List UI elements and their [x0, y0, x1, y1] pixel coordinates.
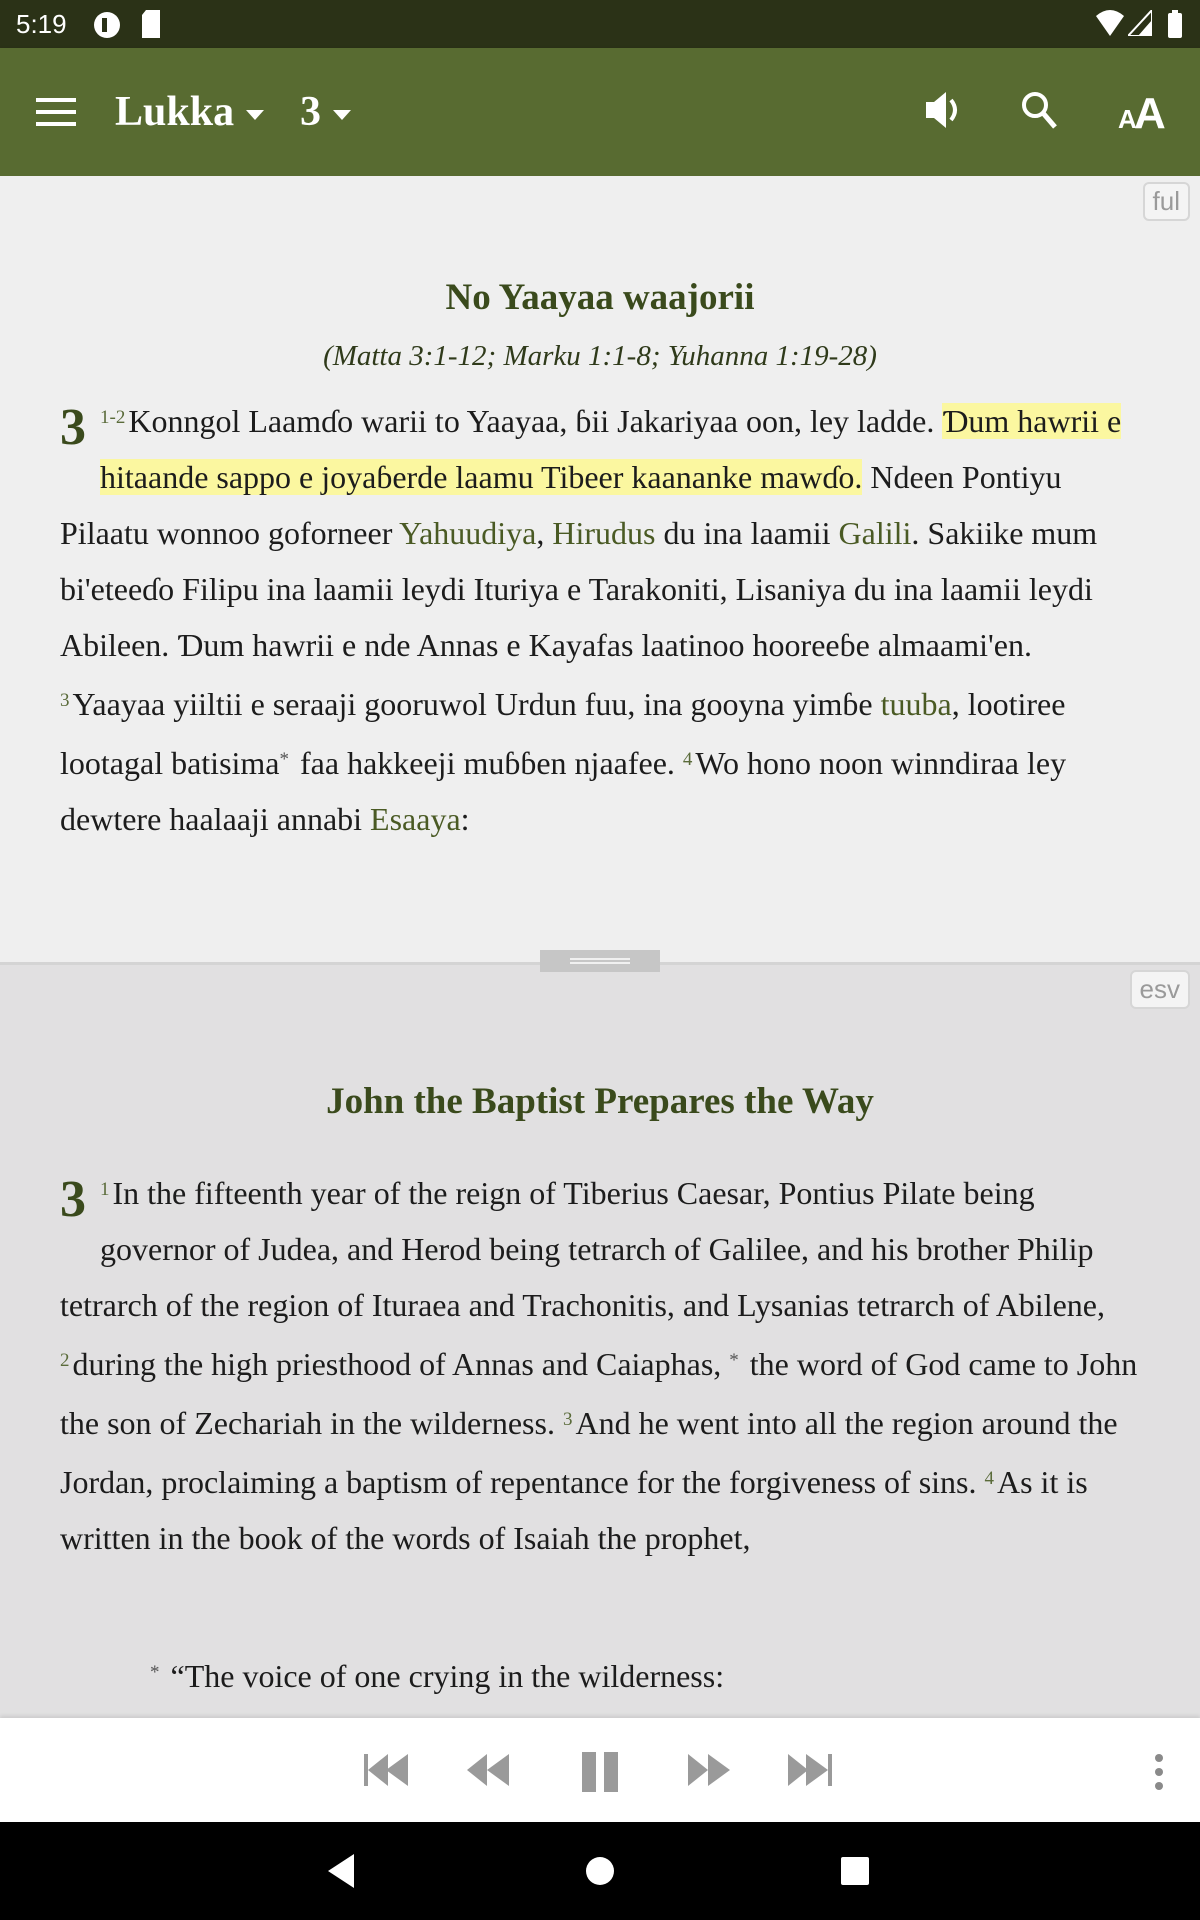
audio-player-bar [0, 1718, 1200, 1822]
signal-icon [1128, 10, 1152, 36]
glossary-link[interactable]: tuuba [880, 686, 952, 722]
book-label: Lukka [115, 89, 235, 135]
chapter-label: 3 [300, 89, 321, 135]
glossary-link[interactable]: Yahuudiya [399, 515, 537, 551]
skip-next-icon[interactable] [786, 1752, 836, 1788]
chapter-number: 3 [60, 399, 86, 456]
chapter-text [60, 390, 1140, 847]
chevron-down-icon [333, 110, 351, 120]
glossary-link[interactable]: Esaaya [370, 801, 461, 837]
poetry-line [150, 1645, 1110, 1704]
verse-number: 1-2 [100, 407, 126, 428]
footnote-marker[interactable]: * [150, 1662, 160, 1683]
audio-icon[interactable] [924, 88, 964, 132]
more-options-icon[interactable] [1152, 1752, 1166, 1792]
system-nav-bar [0, 1822, 1200, 1920]
svg-text:A: A [1118, 104, 1137, 132]
verse-number: 2 [60, 1350, 70, 1371]
search-icon[interactable] [1020, 88, 1060, 132]
verse-text: faa hakkeeji muɓɓen njaafee. [292, 745, 683, 781]
rewind-icon[interactable] [465, 1752, 513, 1788]
verse-text: : [460, 801, 470, 837]
section-heading: John the Baptist Prepares the Way [326, 1081, 874, 1122]
primary-translation-pane[interactable] [0, 176, 1200, 962]
footnote-marker[interactable]: * [279, 749, 289, 770]
version-badge[interactable]: esv [1130, 970, 1190, 1009]
svg-text:A: A [1134, 89, 1166, 132]
chapter-number: 3 [60, 1171, 86, 1228]
status-time: 5:19 [16, 9, 67, 39]
glossary-link[interactable]: Galili [838, 515, 912, 551]
verse-text: Konngol Laamɗo warii to Yaayaa, ɓii Jakariyaa oon, ley ladde. [128, 403, 943, 439]
secondary-translation-pane[interactable] [0, 962, 1200, 1718]
verse-text: . Sakiike mum bi'eteeɗo Filipu ina laamii leydi Ituriya e Tarakoniti, Lisaniya du ina laamii leydi Abileen. Ɗum hawrii e nde Annas e Kayafas laatinoo hooreeɓe almaami'en. [60, 515, 1098, 663]
verse-text: the word of God came to John the son of Zechariah in the wilderness. [60, 1346, 1138, 1441]
home-icon[interactable] [585, 1856, 615, 1886]
notification-icon [92, 10, 122, 40]
app-bar [0, 48, 1200, 176]
section-heading: No Yaayaa waajorii [445, 277, 755, 318]
verse-text: , [536, 515, 553, 551]
verse-text: In the fifteenth year of the reign of Tiberius Caesar, Pontius Pilate being governor of Judea, and Herod being tetrarch of Galilee, and his brother Philip tetrarch of the region of Ituraea and Trachonitis, and Lysanias tetrarch of Abilene, [60, 1175, 1105, 1323]
pane-resize-handle[interactable] [540, 950, 660, 972]
verse-text: du ina laamii [655, 515, 839, 551]
glossary-link[interactable]: Hirudus [552, 515, 656, 551]
verse-text: during the high priesthood of Annas and Caiaphas, [72, 1346, 730, 1382]
verse-number: 3 [60, 690, 70, 711]
chevron-down-icon [246, 110, 264, 120]
verse-number: 4 [984, 1468, 994, 1489]
sd-card-icon [140, 10, 162, 38]
pause-icon[interactable] [580, 1752, 620, 1794]
verse-text: Ndeen Pontiyu Pilaatu wonnoo goforneer [60, 459, 1062, 551]
chapter-text [60, 1162, 1140, 1566]
verse-text: Yaayaa yiiltii e seraaji gooruwol Urdun fuu, ina gooyna yimɓe [72, 686, 881, 722]
verse-number: 4 [682, 749, 693, 770]
verse-number: 1 [100, 1179, 110, 1200]
skip-previous-icon[interactable] [362, 1752, 412, 1788]
wifi-icon [1096, 10, 1124, 36]
highlighted-verse-text[interactable]: Ɗum hawrii e hitaande sappo e joyaɓerde laamu Tibeer kaananke mawɗo. [100, 403, 1122, 495]
chapter-selector[interactable] [300, 88, 351, 136]
verse-number: 3 [562, 1409, 573, 1430]
footnote-marker[interactable]: * [729, 1350, 739, 1371]
battery-icon [1168, 10, 1182, 38]
status-bar [0, 0, 1200, 48]
version-badge[interactable]: ful [1143, 182, 1190, 221]
menu-icon[interactable] [36, 98, 76, 126]
book-selector[interactable] [115, 88, 264, 136]
verse-text: , lootiree lootagal batisima [60, 686, 1066, 781]
verse-text: And he went into all the region around the Jordan, proclaiming a baptism of repentance for the forgiveness of sins. [60, 1405, 1118, 1500]
fast-forward-icon[interactable] [686, 1752, 734, 1788]
back-icon[interactable] [326, 1854, 356, 1888]
verse-text: As it is written in the book of the words of Isaiah the prophet, [60, 1464, 1088, 1556]
quote-text: “The voice of one crying in the wilderness: [170, 1658, 725, 1694]
cross-references[interactable]: (Matta 3:1-12; Marku 1:1-8; Yuhanna 1:19-28) [323, 340, 877, 372]
verse-text: Wo hono noon winndiraa ley dewtere haalaaji annabi [60, 745, 1067, 837]
text-size-icon[interactable] [1118, 88, 1170, 132]
recents-icon[interactable] [840, 1856, 870, 1886]
